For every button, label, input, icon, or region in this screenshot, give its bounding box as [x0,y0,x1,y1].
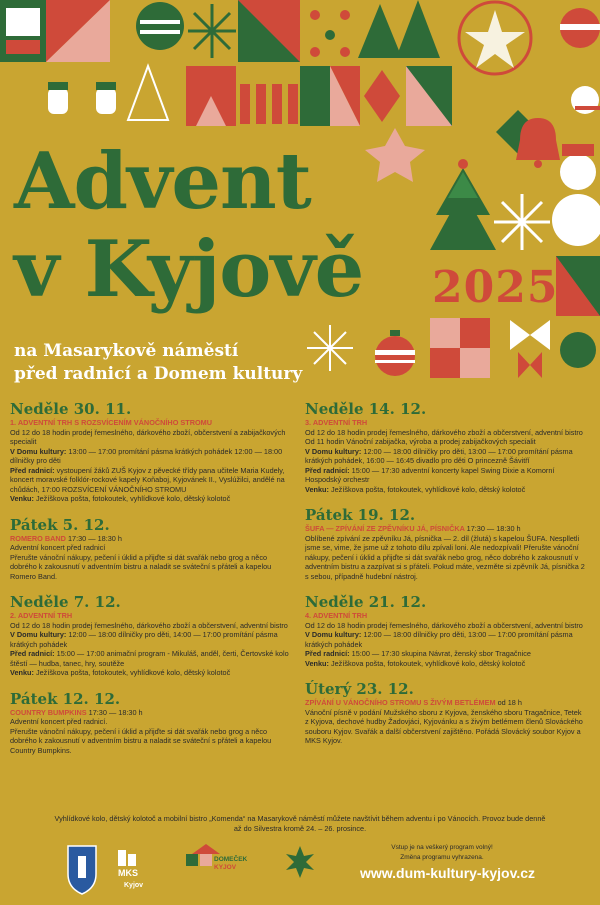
event-spacer [10,757,290,765]
bottom-right-blocks [556,256,600,382]
event-line [305,485,585,495]
event-headline-time: 17:30 — 18:30 h [67,533,122,543]
event-day: Pátek 19. 12. [305,506,416,524]
subtitle [14,340,302,386]
event-headline [305,524,585,534]
event-headline-text: 4. ADVENTNÍ TRH [305,611,368,620]
event-line-text: Ježíškova pošta, fotokoutek, vyhlídkové kolo, dětský kolotoč [35,494,231,503]
stripe-block-2 [300,66,360,126]
pink-star [365,128,425,182]
event-line-text: Přerušte vánoční nákupy, pečení i úklid a přijďte si dát svařák nebo grog a něco dobrého k zakousnutí v adventním bistru a naladit se sváteční s přáteli a kapelou Romero Band. [10,552,272,581]
event-spacer [10,680,290,688]
event-line [10,428,290,447]
bow-tie [510,320,550,378]
event-day: Neděle 14. 12. [305,400,427,418]
event-line [305,621,585,631]
red-geometric-block [238,0,300,62]
event-line [10,621,290,631]
footer-text-1: Vyhlídkové kolo, dětský kolotoč a mobilní bistro „Komenda“ na Masarykově náměstí můžete navštívit během adventu i po Vánocích. Provoz bude denně [54,814,546,823]
event-day: Neděle 30. 11. [10,400,132,418]
event-headline-text: 1. ADVENTNÍ TRH S ROZSVÍCENÍM VÁNOČNÍHO STROMU [10,418,213,427]
event-headline-text: 2. ADVENTNÍ TRH [10,611,73,620]
note-program-change: Změna programu vyhrazena. [400,854,484,861]
event-line-text: 13:00 — 17:00 promítání pásma krátkých pohádek 12:00 — 18:00 dílničky pro děti [10,446,283,465]
event-line-text: Ježíškova pošta, fotokoutek, vyhlídkové kolo, dětský kolotoč [35,668,231,677]
wreath-star-block [459,2,531,74]
event-line-text: Vánoční písně v podání Mužského sboru z Kyjova, ženského sboru Tragačnice, Tetek z Kyjova, dechové hudby Žadovjáci, Kyjovánku a s živým betlémem členů Slováckého souboru Kyjov. Svařák a další občerstvení zajištěno. Pořádá Slovácký soubor Kyjov a MKS Kyjov. [305,707,583,745]
event-line [305,466,585,485]
ornament-red-bottom [375,330,415,376]
event-block [10,594,290,678]
event-block [10,691,290,756]
year: 2025 [432,262,559,313]
stripe-triangle-block [46,0,110,62]
program-right-column [305,398,585,756]
event-line-text: 15:00 — 17:30 adventní koncerty kapel Swing Dixie a Komorní Hospodský orchestr [305,465,555,484]
event-block [10,517,290,582]
event-line [10,717,290,727]
event-line-label: V Domu kultury: [305,446,362,456]
event-line-text: Od 12 do 18 hodin prodej řemeslného, dárkového zboží, občerstvení a zabijačkových specialit [10,427,286,446]
event-line-label: Před radnicí: [10,649,55,658]
kyjov-coat-of-arms-icon [68,846,96,894]
event-headline [10,534,290,544]
logo-domecek-1: DOMEČEK [214,856,248,863]
logo-mks-sub: Kyjov [124,882,144,889]
event-headline-text: ŠUFA — ZPÍVÁNÍ ZE ZPĚVNÍKU JÁ, PÍSNIČKA [305,524,465,533]
event-line [305,659,585,669]
event-line-text: 12:00 — 18:00 dílničky pro děti, 13:00 — 17:00 promítání pásma krátkých pohádek, 16:00 — 16:45 divadlo pro děti O princezně Šávitří [305,446,573,465]
website-link[interactable]: www.dum-kultury-kyjov.cz [360,865,536,881]
event-line [10,727,290,756]
event-line-text: Oblíbené zpívání ze zpěvníku Já, písnička — 2. díl (žlutá) s kapelou ŠUFA. Nesplletli jsme se, vime, že jsme už z tohoto dílu zpívali loni. Ale nedozpívali! Přerušte vánoční nákupy, pečení i úklid a přijďte si dát svařák nebo grog, něco dobrého k zakousnutí v adventním bistru a zazpívat si s přáteli. Pokud máte, vezměte si zpěvník Já, písnička 2 s sebou, případně hudební nástroj. [305,533,585,581]
event-line [305,649,585,659]
program-left-column [10,398,290,765]
event-line-text: Ježíškova pošta, fotokoutek, vyhlídkové kolo, dětský kolotoč [330,484,526,494]
event-headline-time: od 18 h [497,698,522,707]
event-line-text: Adventní koncert před radnicí. [10,717,108,726]
event-day: Pátek 12. 12. [10,689,121,708]
event-line-label: Venku: [10,494,34,503]
deer-block [186,66,236,126]
event-line [305,437,585,447]
event-day: Pátek 5. 12. [10,515,110,534]
green-quad-block [406,66,452,126]
event-line-label: V Domu kultury: [10,446,67,456]
event-headline-time: 17:30 — 18:30 h [466,524,521,533]
event-line [10,466,290,495]
note-free-entry: Vstup je na veškerý program volný! [391,844,493,851]
event-line-label: Před radnicí: [10,465,55,475]
event-line [10,649,290,668]
event-line-text: Od 12 do 18 hodin prodej řemeslného, dárkového zboží a občerstvení, adventní bistro [10,620,288,630]
event-line [10,553,290,582]
dots-block [300,0,360,62]
event-headline [305,611,585,621]
event-line-text: Od 11 hodin Vánoční zabijačka, výroba a prodej zabijačkových specialit [305,437,536,446]
event-spacer [305,748,585,756]
event-block [305,594,585,668]
event-block [305,401,585,494]
event-line-label: Před radnicí: [305,649,350,658]
event-line-label: Před radnicí: [305,465,350,475]
event-headline-text: ROMERO BAND [10,533,66,543]
footer-info [20,814,580,834]
event-line [10,668,290,678]
subtitle-line-2: před radnicí a Domem kultury [14,364,303,384]
event-block [305,681,585,746]
event-line [10,543,290,553]
logo-mks-text: MKS [118,868,138,878]
event-headline [10,611,290,621]
event-headline [10,418,290,428]
event-headline-text: ZPÍVÁNÍ U VÁNOČNÍHO STROMU S ŽIVÝM BETLÉMEM [305,698,496,707]
event-line-text: vystoupení žáků ZUŠ Kyjov z pěvecké třídy pana učitele Maria Kudely, koncert moravské folklór-rockové kapely Koňaboj, Kyjovánek II., Vyslúžilci, andělé na chůdách, 17:00 ROZSVÍCENÍ VÁNOČNÍHO STROMU [10,465,285,494]
mks-logo-icon [118,850,136,866]
event-day: Neděle 21. 12. [305,593,427,611]
subtitle-line-1: na Masarykově náměstí [14,341,239,361]
event-line-label: V Domu kultury: [10,630,67,639]
event-line [305,630,585,649]
event-line [10,630,290,649]
footer-note [372,843,512,863]
tree-outline [128,66,168,120]
event-line [305,428,585,438]
diamond-block [360,66,404,126]
event-line-text: Adventní koncert před radnicí [10,543,106,552]
trees-block [358,0,440,58]
logo-domecek-2: KYJOV [214,864,237,871]
event-line-text: 12:00 — 18:00 dílničky pro děti, 14:00 — 17:00 promítání pásma krátkých pohádek [10,630,278,649]
event-line-text: Ježíškova pošta, fotokoutek, vyhlídkové kolo, dětský kolotoč [330,658,526,668]
event-block [10,401,290,504]
checker-block [430,318,490,378]
event-spacer [305,496,585,504]
event-line-text: Od 12 do 18 hodin prodej řemeslného, dárkového zboží a občerstvení, adventní bistro [305,620,583,630]
event-line [305,447,585,466]
ornament-green-block [136,2,184,50]
star-ornament-icon [286,846,314,878]
title-line-1: Advent [14,136,311,227]
event-line [305,534,585,582]
bauble-right-2 [571,86,600,114]
event-line-label: V Domu kultury: [305,630,362,639]
mitten-block-1 [0,0,46,62]
event-line-text: 15:00 — 17:00 animační program - Mikuláš, anděl, čerti, Čertovské kolo štěstí — hudba, tanec, hry, soutěže [10,649,289,668]
event-line-text: 15:00 — 17:30 skupina Návrat, ženský sbor Tragačnice [351,649,531,658]
event-line-label: Venku: [305,484,329,494]
bauble-top-right [560,8,600,48]
event-line-text: Od 12 do 18 hodin prodej řemeslného, dárkového zboží a občerstvení, adventní bistro [305,427,583,437]
event-line-label: Venku: [305,658,329,668]
event-line-label: Venku: [10,668,34,677]
title-line-2: v Kyjově [14,224,364,315]
event-spacer [305,670,585,678]
event-line [10,494,290,504]
event-line-text: 12:00 — 18:00 dílničky pro děti, 13:00 — 17:00 promítání pásma krátkých pohádek [305,630,573,649]
white-snowflake [494,194,550,250]
event-line [305,708,585,746]
event-line [10,447,290,466]
snowflake-block [186,0,238,62]
snowflake-white-small [307,325,353,371]
event-day: Neděle 7. 12. [10,593,121,611]
candles-block [236,66,300,126]
event-headline-text: COUNTRY BUMPKINS [10,707,87,717]
event-spacer [10,583,290,591]
christmas-tree-large [430,159,496,250]
event-headline [305,418,585,428]
event-day: Úterý 23. 12. [305,680,414,698]
mittens-white [48,82,116,114]
event-headline [305,698,585,708]
event-headline-time: 17:30 — 18:30 h [88,707,143,717]
event-line-text: Přerušte vánoční nákupy, pečení i úklid a přijďte si dát svařák nebo grog a něco dobrého k zakousnutí v adventním bistru a naladit se sváteční s přáteli a kapelou Country Bumpkins. [10,726,272,755]
event-spacer [10,506,290,514]
poster-title [14,138,363,314]
footer-text-2: až do Silvestra kromě 24. – 26. prosince. [233,824,367,833]
event-block [305,507,585,581]
event-headline [10,708,290,718]
event-spacer [305,583,585,591]
event-headline-text: 3. ADVENTNÍ TRH [305,418,368,427]
